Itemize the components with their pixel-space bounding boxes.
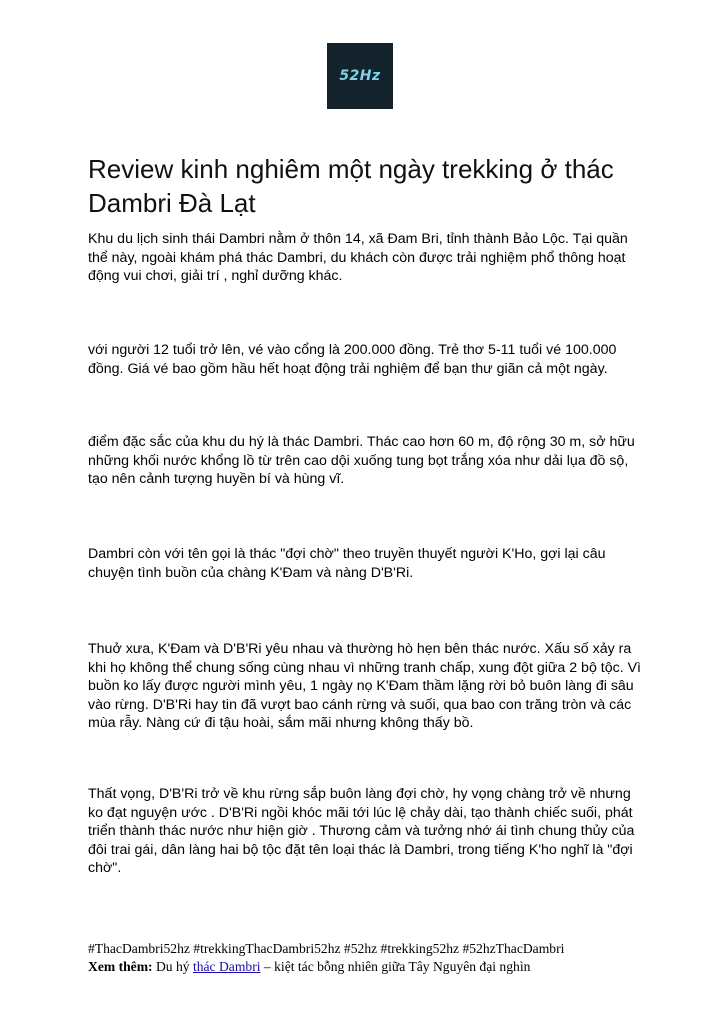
paragraph-waterfall-highlight: điểm đặc sắc của khu du hý là thác Dambri. Thác cao hơn 60 m, độ rộng 30 m, sở hữu những khối nước khổng lồ từ trên cao dội xuống tung bọt trắng xóa như dải lụa đồ sộ, tạo nên cảnh tượng huyền bí và hùng vĩ. xyxy=(88,434,635,488)
hashtags: #ThacDambri52hz #trekkingThacDambri52hz #52hz #trekking52hz #52hzThacDambri xyxy=(88,941,565,956)
logo-text: 52Hz xyxy=(339,68,381,84)
paragraph-ticket-price: với người 12 tuổi trở lên, vé vào cổng là 200.000 đồng. Trẻ thơ 5-11 tuổi vé 100.000 đồng. Giá vé bao gồm hầu hết hoạt động trải nghiệm để bạn thư giãn cả một ngày. xyxy=(88,342,617,377)
article-title: Review kinh nghiêm một ngày trekking ở thác Dambri Đà Lạt xyxy=(88,154,614,218)
see-more-prefix: Du hý xyxy=(152,959,193,974)
paragraph-intro: Khu du lịch sinh thái Dambri nằm ở thôn 14, xã Đam Bri, tỉnh thành Bảo Lộc. Tại quần thể này, ngoài khám phá thác Dambri, du khách còn được trải nghiệm phổ thông hoạt động vui chơi, giải trí , nghỉ dưỡng khác. xyxy=(88,231,628,285)
see-more-label: Xem thêm: xyxy=(88,959,153,974)
see-more-link[interactable]: thác Dambri xyxy=(192,959,261,974)
paragraph-legend-intro: Dambri còn với tên gọi là thác "đợi chờ" theo truyền thuyết người K'Ho, gợi lại câu chuyện tình buồn của chàng K'Đam và nàng D'B'Ri. xyxy=(88,546,606,581)
paragraph-legend-story: Thuở xưa, K'Đam và D'B'Ri yêu nhau và thường hò hẹn bên thác nước. Xấu số xảy ra khi họ không thể chung sống cùng nhau vì những tranh chấp, xung đột giữa 2 bộ tộc. Vì buồn ko lấy được người mình yêu, 1 ngày nọ K'Đam thầm lặng rời bỏ buôn làng đi sâu vào rừng. D'B'Ri hay tin đã vượt bao cánh rừng và suối, qua bao con trăng tròn và các mùa rẫy. Nàng cứ đi tậu hoài, sắm mãi nhưng không thấy bồ. xyxy=(88,641,641,732)
site-logo[interactable] xyxy=(327,43,393,109)
article-footer xyxy=(88,940,688,976)
see-more-line xyxy=(88,958,688,976)
paragraph-legend-ending: Thất vọng, D'B'Ri trở về khu rừng sắp buôn làng đợi chờ, hy vọng chàng trở về nhưng ko đạt nguyện ước . D'B'Ri ngồi khóc mãi tới lúc lệ chảy dài, tạo thành chiếc suối, phát triển thành thác nước như hiện giờ . Thương cảm và tưởng nhớ ái tình chung thủy của đôi trai gái, dân làng hai bộ tộc đặt tên loại thác là Dambri, trong tiếng K'ho nghĩ là "đợi chờ". xyxy=(88,786,635,877)
see-more-suffix: – kiệt tác bỗng nhiên giữa Tây Nguyên đại nghìn xyxy=(260,959,531,974)
